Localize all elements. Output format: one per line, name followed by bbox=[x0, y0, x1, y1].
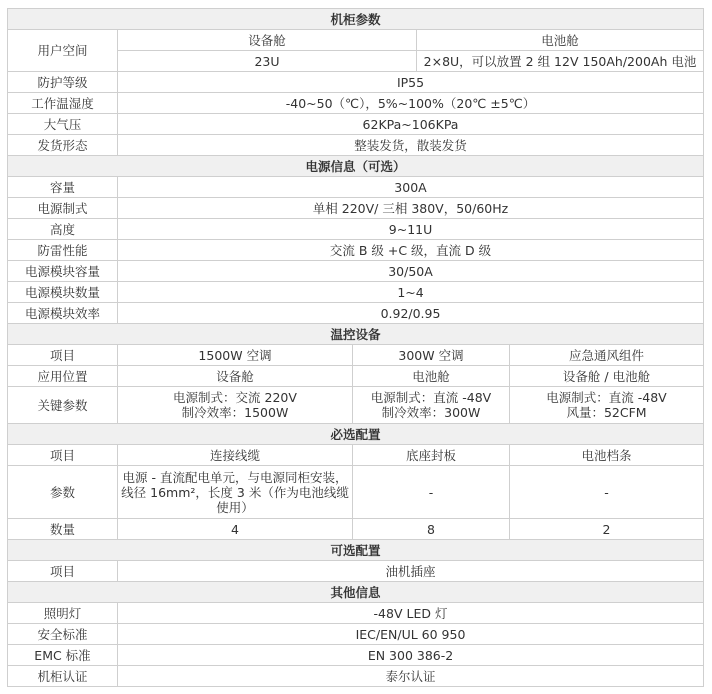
table-row bbox=[8, 282, 704, 303]
row-label: 工作温湿度 bbox=[8, 93, 118, 114]
spec-table bbox=[7, 8, 704, 687]
cell-value: 62KPa~106KPa bbox=[118, 114, 704, 135]
row-label: 项目 bbox=[8, 345, 118, 366]
section-title: 可选配置 bbox=[8, 540, 704, 561]
table-row bbox=[8, 198, 704, 219]
cell-value: 连接线缆 bbox=[118, 445, 353, 466]
row-label: 机柜认证 bbox=[8, 666, 118, 687]
cell-value: 0.92/0.95 bbox=[118, 303, 704, 324]
table-row bbox=[8, 603, 704, 624]
cell-value: 单相 220V/ 三相 380V，50/60Hz bbox=[118, 198, 704, 219]
section-title: 机柜参数 bbox=[8, 9, 704, 30]
row-label: 电源模块数量 bbox=[8, 282, 118, 303]
cell-value: 2×8U，可以放置 2 组 12V 150Ah/200Ah 电池 bbox=[417, 51, 704, 72]
cell-value: 电池档条 bbox=[510, 445, 704, 466]
cell-value: -40~50（℃），5%~100%（20℃ ±5℃） bbox=[118, 93, 704, 114]
table-row bbox=[8, 466, 704, 519]
section-optional bbox=[8, 540, 704, 561]
cell-value: 交流 B 级 +C 级，直流 D 级 bbox=[118, 240, 704, 261]
row-label: 安全标准 bbox=[8, 624, 118, 645]
table-row bbox=[8, 30, 704, 51]
table-row bbox=[8, 561, 704, 582]
section-power bbox=[8, 156, 704, 177]
cell-value: 设备舱 / 电池舱 bbox=[510, 366, 704, 387]
cell-value: 油机插座 bbox=[118, 561, 704, 582]
row-label: 电源模块容量 bbox=[8, 261, 118, 282]
cell-value: - bbox=[510, 466, 704, 519]
cell-value: 8 bbox=[353, 519, 510, 540]
row-label: 项目 bbox=[8, 445, 118, 466]
section-required bbox=[8, 424, 704, 445]
cell-value: 300W 空调 bbox=[353, 345, 510, 366]
table-row bbox=[8, 303, 704, 324]
table-row bbox=[8, 114, 704, 135]
cell-value: EN 300 386-2 bbox=[118, 645, 704, 666]
param-line: 制冷效率：300W bbox=[381, 405, 481, 420]
row-label: 防雷性能 bbox=[8, 240, 118, 261]
cell-value: 1500W 空调 bbox=[118, 345, 353, 366]
section-other bbox=[8, 582, 704, 603]
section-thermal bbox=[8, 324, 704, 345]
row-label: 关键参数 bbox=[8, 387, 118, 424]
param-line: 电源制式：直流 -48V bbox=[370, 390, 492, 405]
table-row bbox=[8, 72, 704, 93]
row-label: 项目 bbox=[8, 561, 118, 582]
row-label: 照明灯 bbox=[8, 603, 118, 624]
section-title: 其他信息 bbox=[8, 582, 704, 603]
cell-value: 4 bbox=[118, 519, 353, 540]
table-row bbox=[8, 135, 704, 156]
table-row bbox=[8, 219, 704, 240]
table-row bbox=[8, 666, 704, 687]
column-header: 设备舱 bbox=[118, 30, 417, 51]
cell-value bbox=[510, 387, 704, 424]
param-line: 电源制式：直流 -48V bbox=[546, 390, 667, 405]
cell-value: IP55 bbox=[118, 72, 704, 93]
cell-value: IEC/EN/UL 60 950 bbox=[118, 624, 704, 645]
cell-value: -48V LED 灯 bbox=[118, 603, 704, 624]
row-label: 防护等级 bbox=[8, 72, 118, 93]
table-row bbox=[8, 624, 704, 645]
table-row bbox=[8, 177, 704, 198]
table-row bbox=[8, 261, 704, 282]
column-header: 电池舱 bbox=[417, 30, 704, 51]
cell-value: 泰尔认证 bbox=[118, 666, 704, 687]
row-label: 数量 bbox=[8, 519, 118, 540]
param-line: 风量：52CFM bbox=[566, 405, 647, 420]
section-cabinet bbox=[8, 9, 704, 30]
row-label: 电源制式 bbox=[8, 198, 118, 219]
cell-value: - bbox=[353, 466, 510, 519]
cell-value: 应急通风组件 bbox=[510, 345, 704, 366]
cell-value: 2 bbox=[510, 519, 704, 540]
cell-value: 1~4 bbox=[118, 282, 704, 303]
cell-value: 30/50A bbox=[118, 261, 704, 282]
row-label: 发货形态 bbox=[8, 135, 118, 156]
row-label: 高度 bbox=[8, 219, 118, 240]
table-row bbox=[8, 445, 704, 466]
table-row bbox=[8, 519, 704, 540]
cell-value: 电池舱 bbox=[353, 366, 510, 387]
table-row bbox=[8, 645, 704, 666]
table-row bbox=[8, 240, 704, 261]
row-label: 用户空间 bbox=[8, 30, 118, 72]
row-label: 应用位置 bbox=[8, 366, 118, 387]
cell-value: 整装发货，散装发货 bbox=[118, 135, 704, 156]
row-label: 大气压 bbox=[8, 114, 118, 135]
param-line: 电源制式：交流 220V bbox=[173, 390, 297, 405]
cell-value bbox=[353, 387, 510, 424]
cell-value bbox=[118, 387, 353, 424]
table-row bbox=[8, 93, 704, 114]
cell-value: 23U bbox=[118, 51, 417, 72]
section-title: 温控设备 bbox=[8, 324, 704, 345]
section-title: 电源信息（可选） bbox=[8, 156, 704, 177]
table-row bbox=[8, 366, 704, 387]
cell-value: 电源 - 直流配电单元，与电源同柜安装，线径 16mm²，长度 3 米（作为电池线缆使用） bbox=[118, 466, 353, 519]
row-label: 参数 bbox=[8, 466, 118, 519]
cell-value: 底座封板 bbox=[353, 445, 510, 466]
param-line: 制冷效率：1500W bbox=[181, 405, 289, 420]
table-row bbox=[8, 345, 704, 366]
table-row bbox=[8, 387, 704, 424]
row-label: 电源模块效率 bbox=[8, 303, 118, 324]
section-title: 必选配置 bbox=[8, 424, 704, 445]
cell-value: 300A bbox=[118, 177, 704, 198]
row-label: EMC 标准 bbox=[8, 645, 118, 666]
row-label: 容量 bbox=[8, 177, 118, 198]
cell-value: 设备舱 bbox=[118, 366, 353, 387]
cell-value: 9~11U bbox=[118, 219, 704, 240]
